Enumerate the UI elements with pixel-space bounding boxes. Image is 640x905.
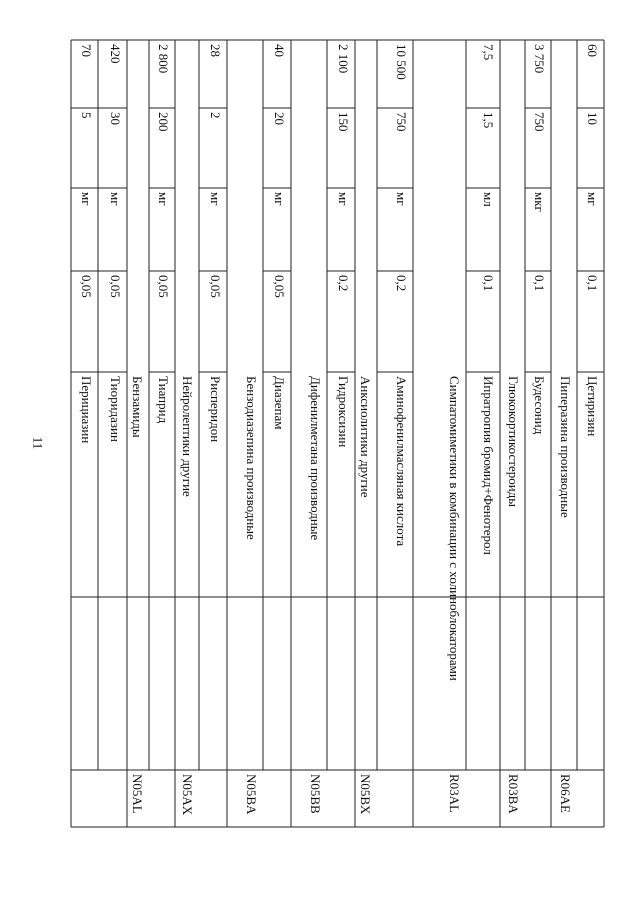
- cell-text: 1,5: [481, 112, 496, 129]
- cell-text: Будесонид: [532, 376, 547, 435]
- cell-code: [551, 770, 577, 827]
- cell-text: мл: [481, 192, 496, 207]
- cell-text: 0,05: [79, 275, 94, 298]
- cell-text: 0,05: [156, 275, 171, 298]
- cell-text: мг: [394, 192, 409, 206]
- cell-text: 2 100: [336, 44, 351, 74]
- cell-group: [355, 372, 377, 770]
- cell-text: 10 500: [394, 44, 409, 80]
- cell-text: 28: [208, 44, 223, 57]
- cell-unit: [377, 188, 413, 271]
- cell-qty: [149, 40, 175, 108]
- cell-group: [127, 372, 149, 770]
- cell-name: [466, 372, 500, 597]
- cell-ddd: [98, 271, 127, 372]
- cell-text: 0,2: [394, 275, 409, 292]
- cell-unit: [263, 188, 291, 271]
- cell-text: 750: [394, 112, 409, 132]
- cell-text: мг: [156, 192, 171, 206]
- cell-code: [291, 770, 327, 827]
- cell-text: Тиоридазин: [108, 376, 123, 442]
- cell-qty: [377, 40, 413, 108]
- cell-text: Гидроксизин: [336, 376, 351, 448]
- cell-unit: [466, 188, 500, 271]
- cell-ddd: [71, 271, 98, 372]
- cell-code: [175, 770, 199, 827]
- cell-dose: [98, 108, 127, 188]
- cell-qty: [199, 40, 227, 108]
- cell-name: [327, 372, 355, 597]
- cell-ddd: [525, 271, 551, 372]
- cell-text: 0,1: [585, 275, 600, 292]
- cell-text: 150: [336, 112, 351, 132]
- cell-dose: [263, 108, 291, 188]
- cell-text: Аминофенилмасляная кислота: [394, 376, 409, 547]
- cell-text: Дифенилметана производные: [308, 376, 323, 541]
- cell-qty: [98, 40, 127, 108]
- cell-text: 0,1: [532, 275, 547, 292]
- cell-text: Диазепам: [272, 376, 287, 430]
- cell-ddd: [377, 271, 413, 372]
- cell-ddd: [466, 271, 500, 372]
- cell-text: Ипратропия бромид+Фенотерол: [481, 376, 496, 555]
- cell-text: N05AX: [180, 774, 195, 816]
- cell-dose: [149, 108, 175, 188]
- cell-qty: [263, 40, 291, 108]
- cell-qty: [466, 40, 500, 108]
- cell-text: 10: [585, 112, 600, 125]
- cell-ddd: [577, 271, 604, 372]
- cell-name: [263, 372, 291, 597]
- cell-ddd: [149, 271, 175, 372]
- cell-dose: [466, 108, 500, 188]
- cell-text: R03BA: [506, 774, 521, 814]
- cell-text: Цетиризин: [585, 376, 600, 437]
- cell-ddd: [263, 271, 291, 372]
- cell-group: [413, 372, 466, 770]
- cell-qty: [71, 40, 98, 108]
- cell-qty: [327, 40, 355, 108]
- cell-text: мг: [336, 192, 351, 206]
- cell-qty: [525, 40, 551, 108]
- cell-unit: [98, 188, 127, 271]
- cell-name: [98, 372, 127, 597]
- cell-text: 420: [108, 44, 123, 64]
- cell-name: [525, 372, 551, 597]
- cell-group: [227, 372, 263, 770]
- cell-group: [500, 372, 525, 770]
- cell-text: Пиперазина производные: [558, 376, 573, 518]
- cell-group: [291, 372, 327, 770]
- cell-group: [551, 372, 577, 770]
- cell-dose: [525, 108, 551, 188]
- cell-code: [355, 770, 377, 827]
- cell-code: [500, 770, 525, 827]
- cell-dose: [71, 108, 98, 188]
- cell-text: 750: [532, 112, 547, 132]
- cell-unit: [327, 188, 355, 271]
- cell-text: 2 800: [156, 44, 171, 74]
- cell-text: N05AL: [130, 774, 145, 814]
- cell-text: 7,5: [481, 44, 496, 61]
- cell-dose: [327, 108, 355, 188]
- cell-text: мг: [79, 192, 94, 206]
- cell-text: Глюкокортикостероиды: [506, 376, 521, 508]
- cell-code: [127, 770, 149, 827]
- cell-text: 0,05: [272, 275, 287, 298]
- cell-text: мг: [585, 192, 600, 206]
- cell-text: мкг: [532, 192, 547, 212]
- cell-text: 200: [156, 112, 171, 132]
- cell-text: 2: [208, 112, 223, 119]
- cell-unit: [149, 188, 175, 271]
- cell-text: R06AE: [558, 774, 573, 813]
- cell-text: Рисперидон: [208, 376, 223, 443]
- cell-qty: [577, 40, 604, 108]
- cell-text: Анксиолитики другие: [358, 376, 373, 498]
- cell-text: N05BB: [308, 774, 323, 814]
- cell-unit: [577, 188, 604, 271]
- cell-group: [175, 372, 199, 770]
- cell-name: [149, 372, 175, 597]
- cell-text: Нейролептики другие: [180, 376, 195, 497]
- cell-text: Бензодиазепина производные: [244, 376, 259, 540]
- page-number: 11: [30, 436, 46, 450]
- cell-text: 30: [108, 112, 123, 125]
- cell-name: [71, 372, 98, 597]
- cell-unit: [199, 188, 227, 271]
- cell-text: N05BA: [244, 774, 259, 815]
- cell-dose: [377, 108, 413, 188]
- cell-unit: [525, 188, 551, 271]
- cell-code: [413, 770, 466, 827]
- cell-text: R03AL: [447, 774, 462, 813]
- cell-text: Симпатомиметики в комбинации с холиноблокаторами: [447, 376, 462, 681]
- cell-text: Бензамиды: [130, 376, 145, 438]
- cell-text: 3 750: [532, 44, 547, 74]
- cell-name: [199, 372, 227, 597]
- cell-code: [227, 770, 263, 827]
- cell-text: мг: [108, 192, 123, 206]
- cell-text: Тиаприд: [156, 376, 171, 424]
- cell-text: N05BX: [358, 774, 373, 815]
- cell-text: 5: [79, 112, 94, 119]
- cell-unit: [71, 188, 98, 271]
- cell-text: 60: [585, 44, 600, 57]
- cell-text: Перициазин: [79, 376, 94, 444]
- cell-name: [577, 372, 604, 597]
- cell-name: [377, 372, 413, 597]
- cell-text: 20: [272, 112, 287, 125]
- cell-text: 0,05: [108, 275, 123, 298]
- cell-text: мг: [208, 192, 223, 206]
- cell-text: 0,05: [208, 275, 223, 298]
- cell-dose: [577, 108, 604, 188]
- cell-ddd: [199, 271, 227, 372]
- cell-text: 0,2: [336, 275, 351, 292]
- cell-ddd: [327, 271, 355, 372]
- cell-text: 0,1: [481, 275, 496, 292]
- cell-dose: [199, 108, 227, 188]
- cell-text: 70: [79, 44, 94, 57]
- cell-text: мг: [272, 192, 287, 206]
- cell-text: 40: [272, 44, 287, 57]
